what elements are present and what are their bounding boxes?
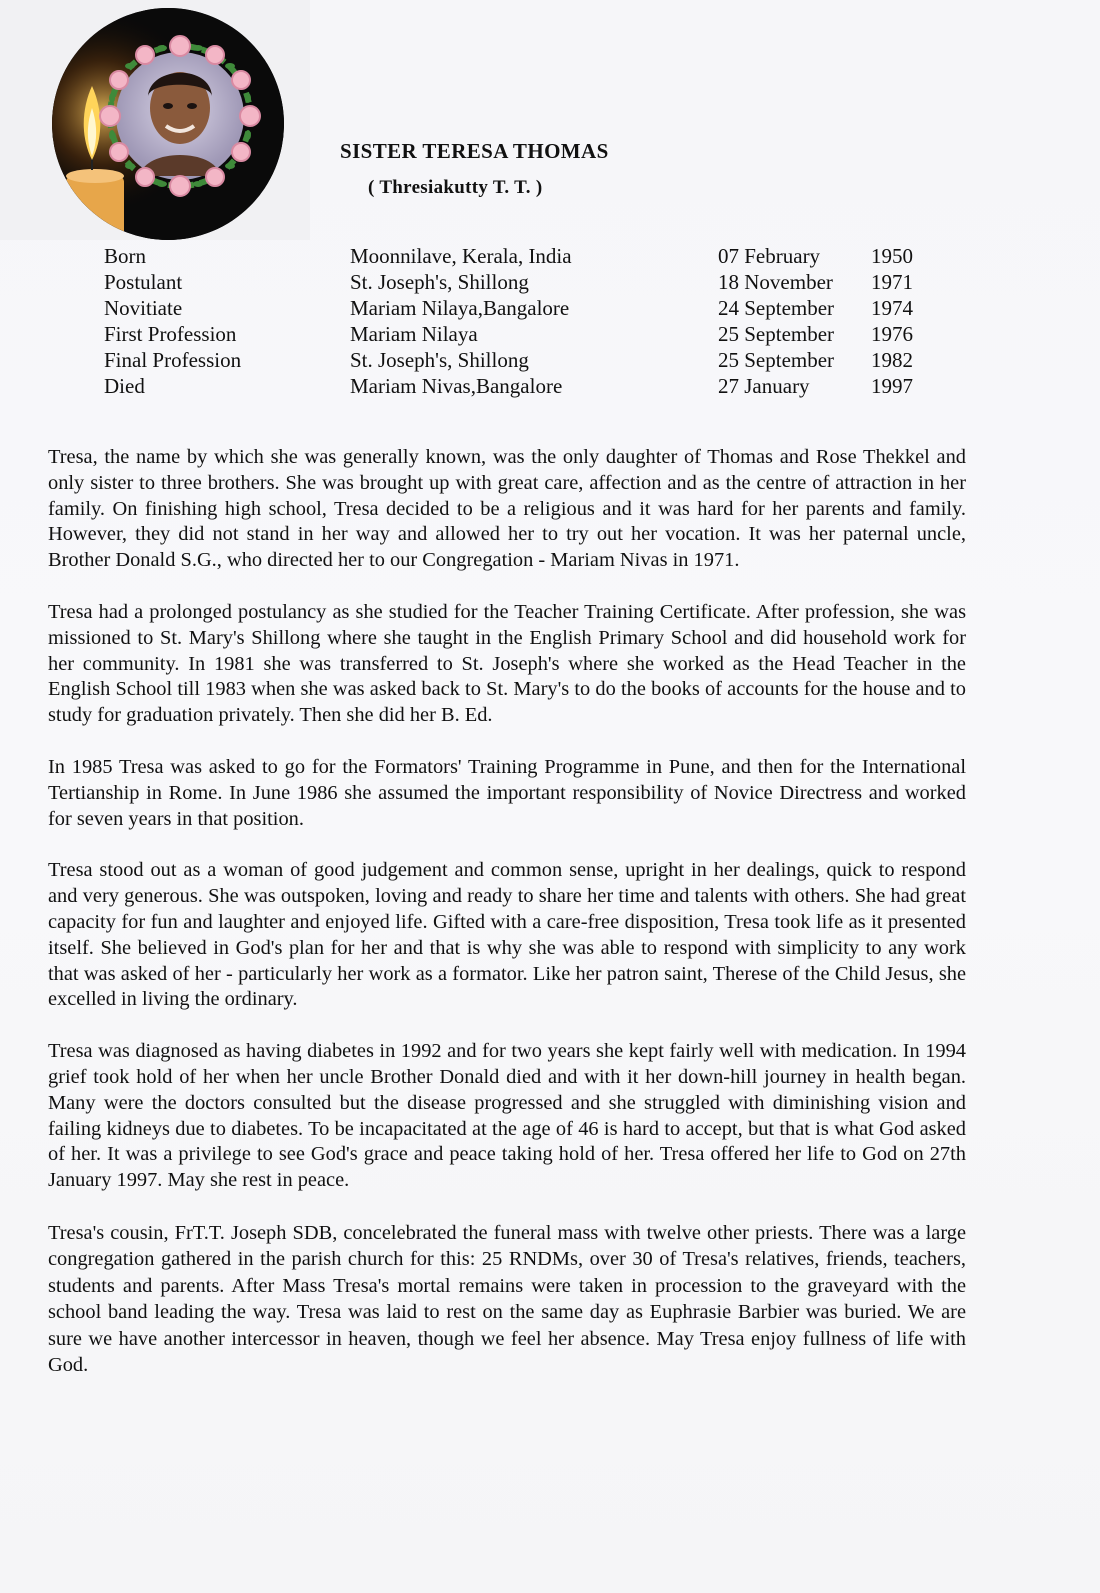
milestone-date: 27 January xyxy=(718,374,810,398)
paragraph-formation: In 1985 Tresa was asked to go for the Formators' Training Programme in Pune, and then for the International Tertianship in Rome. In June 1986 she assumed the important responsibility of Novice Directress and worked for seven years in that position. xyxy=(48,755,966,830)
milestone-date: 25 September xyxy=(718,322,835,346)
paragraph-postulancy: Tresa had a prolonged postulancy as she studied for the Teacher Training Certificate. After profession, she was missioned to St. Mary's Shillong where she taught in the English Primary School and did household work for her community. In 1981 she was transferred to St. Joseph's where she worked as the Head Teacher in the English School till 1983 when she was asked back to St. Mary's to do the books of accounts for the house and to study for graduation privately. Then she did her B. Ed. xyxy=(48,600,966,727)
milestone-date: 24 September xyxy=(718,296,835,320)
photo-panel xyxy=(0,0,310,240)
milestone-event: Postulant xyxy=(104,270,183,294)
paragraph-funeral: Tresa's cousin, FrT.T. Joseph SDB, concelebrated the funeral mass with twelve other priests. There was a large congregation gathered in the parish church for this: 25 RNDMs, over 30 of Tresa's relatives, friends, teachers, students and parents. After Mass Tresa's mortal remains were taken in procession to the graveyard with the school band leading the way. Tresa was laid to rest on the same day as Euphrasie Barbier was buried. We are sure we have another intercessor in heaven, though we feel her absence. May Tresa enjoy fullness of life with God. xyxy=(48,1221,966,1376)
obituary-alias: ( Thresiakutty T. T. ) xyxy=(368,177,543,198)
paragraph-character: Tresa stood out as a woman of good judgement and common sense, upright in her dealings, quick to respond and very generous. She was outspoken, loving and ready to share her time and talents with others. She had great capacity for fun and laughter and enjoyed life. Gifted with a care-free disposition, Tresa took life as it presented itself. She believed in God's plan for her and that is why she was able to respond with simplicity to any work that was asked of her - particularly her work as a formator. Like her patron saint, Therese of the Child Jesus, she excelled in living the ordinary. xyxy=(48,859,966,1011)
milestone-event: Born xyxy=(104,244,146,268)
milestone-year: 1950 xyxy=(871,244,913,268)
milestone-row xyxy=(104,269,964,295)
milestone-year: 1997 xyxy=(871,374,913,398)
milestones-table xyxy=(104,243,964,399)
milestone-row xyxy=(104,347,964,373)
milestone-event: Final Profession xyxy=(104,348,242,372)
milestone-place: Mariam Nilaya,Bangalore xyxy=(350,296,570,320)
obituary-body xyxy=(48,445,966,1404)
milestone-row xyxy=(104,373,964,399)
paragraph-illness: Tresa was diagnosed as having diabetes in 1992 and for two years she kept fairly well with medication. In 1994 grief took hold of her when her uncle Brother Donald died and with it her down-hill journey in health began. Many were the doctors consulted but the disease progressed and she struggled with diminishing vision and failing kidneys due to diabetes. To be incapacitated at the age of 46 is hard to accept, but that is what God asked of her. It was a privilege to see God's grace and peace taking hold of her. Tresa offered her life to God on 27th January 1997. May she rest in peace. xyxy=(48,1040,966,1192)
portrait-illustration xyxy=(52,8,284,240)
milestone-year: 1976 xyxy=(871,322,913,346)
milestone-event: First Profession xyxy=(104,322,237,346)
milestone-year: 1971 xyxy=(871,270,913,294)
milestone-place: St. Joseph's, Shillong xyxy=(350,348,529,372)
milestone-date: 25 September xyxy=(718,348,835,372)
obituary-name: SISTER TERESA THOMAS xyxy=(340,139,609,163)
milestone-place: Mariam Nilaya xyxy=(350,322,478,346)
milestone-year: 1982 xyxy=(871,348,913,372)
milestone-row xyxy=(104,295,964,321)
milestone-place: St. Joseph's, Shillong xyxy=(350,270,529,294)
memorial-portrait xyxy=(52,8,284,240)
milestone-place: Mariam Nivas,Bangalore xyxy=(350,374,563,398)
milestone-date: 18 November xyxy=(718,270,833,294)
milestone-place: Moonnilave, Kerala, India xyxy=(350,244,572,268)
milestone-date: 07 February xyxy=(718,244,821,268)
milestone-row xyxy=(104,243,964,269)
milestone-year: 1974 xyxy=(871,296,913,320)
milestone-row xyxy=(104,321,964,347)
milestone-event: Died xyxy=(104,374,145,398)
paragraph-early-life: Tresa, the name by which she was generally known, was the only daughter of Thomas and Rose Thekkel and only sister to three brothers. She was brought up with great care, affection and as the centre of attraction in her family. On finishing high school, Tresa decided to be a religious and it was hard for her parents and family. However, they did not stand in her way and allowed her to try out her vocation. It was her paternal uncle, Brother Donald S.G., who directed her to our Congregation - Mariam Nivas in 1971. xyxy=(48,446,966,572)
milestone-event: Novitiate xyxy=(104,296,183,320)
